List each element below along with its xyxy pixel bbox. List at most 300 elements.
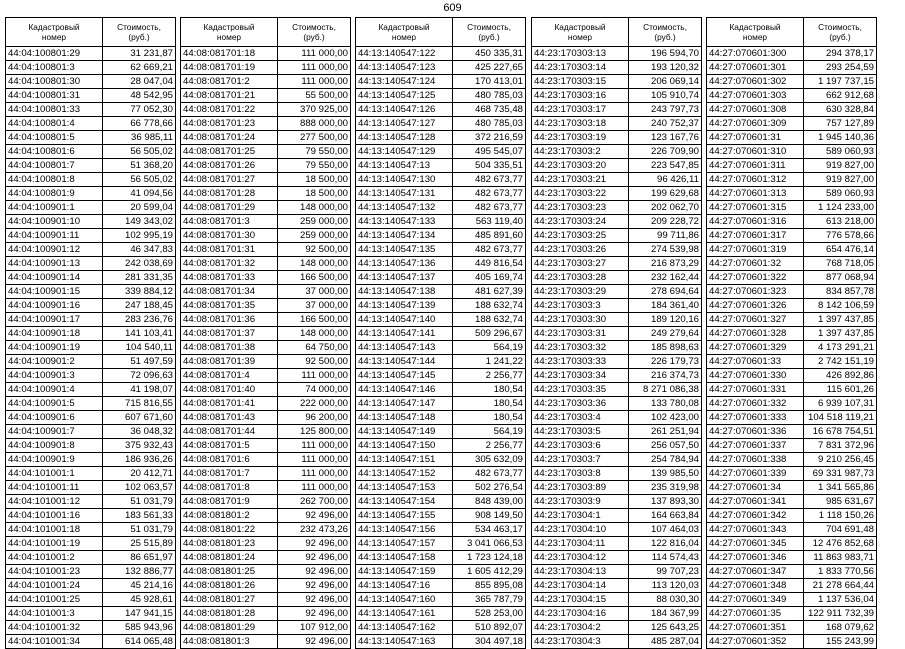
page-number: 609 — [443, 2, 462, 14]
cadastral-number-cell: 44:23:170303:2 — [532, 145, 629, 159]
cost-cell: 1 945 140,36 — [804, 131, 877, 145]
cadastral-number-cell: 44:27:070601:337 — [707, 439, 804, 453]
cost-cell: 2 742 151,19 — [804, 355, 877, 369]
table-row — [532, 61, 702, 75]
cadastral-number-header — [181, 18, 278, 47]
cost-cell: 654 476,14 — [804, 243, 877, 257]
cost-cell: 1 197 737,15 — [804, 75, 877, 89]
cadastral-number-cell: 44:04:100901:19 — [6, 341, 103, 355]
cadastral-number-cell: 44:27:070601:332 — [707, 397, 804, 411]
cadastral-number-cell: 44:27:070601:333 — [707, 411, 804, 425]
table-row — [356, 327, 526, 341]
table-row — [532, 453, 702, 467]
table-row — [707, 635, 877, 649]
cadastral-number-cell: 44:27:070601:301 — [707, 61, 804, 75]
table-row — [6, 201, 176, 215]
cost-cell: 45 928,61 — [103, 593, 176, 607]
table-row — [356, 411, 526, 425]
cost-cell: 41 198,07 — [103, 383, 176, 397]
table-row — [356, 509, 526, 523]
table-row — [6, 103, 176, 117]
cost-cell: 254 784,94 — [629, 453, 702, 467]
cost-cell: 563 119,40 — [453, 215, 526, 229]
cost-cell: 180,54 — [453, 411, 526, 425]
cadastral-number-cell: 44:23:170303:19 — [532, 131, 629, 145]
cadastral-number-cell: 44:08:081701:27 — [181, 173, 278, 187]
cost-cell: 232 162,44 — [629, 271, 702, 285]
cost-cell: 613 218,00 — [804, 215, 877, 229]
cost-cell: 2 256,77 — [453, 439, 526, 453]
cost-cell: 92 496,00 — [278, 565, 351, 579]
cadastral-number-cell: 44:23:170304:14 — [532, 579, 629, 593]
cost-cell: 125 800,00 — [278, 425, 351, 439]
cost-cell: 534 463,17 — [453, 523, 526, 537]
cost-cell: 77 052,30 — [103, 103, 176, 117]
cadastral-number-cell: 44:23:170303:26 — [532, 243, 629, 257]
cost-cell: 585 943,96 — [103, 621, 176, 635]
cadastral-number-cell: 44:08:081701:6 — [181, 453, 278, 467]
cadastral-number-cell: 44:27:070601:300 — [707, 47, 804, 61]
header-line: Стоимость, — [292, 22, 336, 32]
cost-table-1 — [5, 17, 176, 649]
cost-cell: 111 000,00 — [278, 369, 351, 383]
table-row — [6, 621, 176, 635]
cost-cell: 16 678 754,51 — [804, 425, 877, 439]
cost-cell: 139 985,50 — [629, 467, 702, 481]
cost-table-2 — [180, 17, 351, 649]
cost-cell: 504 335,51 — [453, 159, 526, 173]
table-row — [356, 285, 526, 299]
table-row — [6, 439, 176, 453]
cost-table-5 — [706, 17, 877, 649]
cost-cell: 589 060,93 — [804, 187, 877, 201]
table-row — [181, 355, 351, 369]
cadastral-number-cell: 44:27:070601:347 — [707, 565, 804, 579]
cadastral-number-cell: 44:27:070601:302 — [707, 75, 804, 89]
cadastral-number-cell: 44:23:170303:17 — [532, 103, 629, 117]
cost-cell: 3 041 066,53 — [453, 537, 526, 551]
cost-cell: 132 886,77 — [103, 565, 176, 579]
cadastral-number-cell: 44:27:070601:33 — [707, 355, 804, 369]
cost-cell: 111 000,00 — [278, 75, 351, 89]
cadastral-number-cell: 44:23:170304:3 — [532, 635, 629, 649]
cost-cell: 11 863 983,71 — [804, 551, 877, 565]
cadastral-number-cell: 44:27:070601:346 — [707, 551, 804, 565]
table-row — [707, 537, 877, 551]
cadastral-number-cell: 44:13:140547:159 — [356, 565, 453, 579]
cadastral-number-cell: 44:13:140547:127 — [356, 117, 453, 131]
cadastral-number-cell: 44:13:140547:144 — [356, 355, 453, 369]
cadastral-number-cell: 44:08:081701:36 — [181, 313, 278, 327]
cadastral-number-cell: 44:04:100901:8 — [6, 439, 103, 453]
cost-cell: 216 374,73 — [629, 369, 702, 383]
cadastral-number-cell: 44:27:070601:317 — [707, 229, 804, 243]
cost-cell: 99 707,23 — [629, 565, 702, 579]
table-row — [707, 299, 877, 313]
cadastral-number-cell: 44:08:081801:3 — [181, 635, 278, 649]
cost-cell: 193 120,32 — [629, 61, 702, 75]
cadastral-number-cell: 44:08:081701:38 — [181, 341, 278, 355]
table-row — [181, 61, 351, 75]
cadastral-number-cell: 44:23:170303:24 — [532, 215, 629, 229]
cadastral-number-cell: 44:08:081801:28 — [181, 607, 278, 621]
cadastral-number-cell: 44:04:100901:18 — [6, 327, 103, 341]
cadastral-number-cell: 44:27:070601:326 — [707, 299, 804, 313]
cost-cell: 46 347,83 — [103, 243, 176, 257]
cost-cell: 8 142 106,59 — [804, 299, 877, 313]
table-row — [181, 551, 351, 565]
cadastral-number-cell: 44:04:100901:11 — [6, 229, 103, 243]
cost-cell: 283 236,76 — [103, 313, 176, 327]
table-row — [356, 341, 526, 355]
table-row — [532, 75, 702, 89]
table-row — [356, 453, 526, 467]
cost-cell: 92 496,00 — [278, 509, 351, 523]
table-row — [181, 481, 351, 495]
table-row — [707, 201, 877, 215]
cadastral-number-cell: 44:27:070601:316 — [707, 215, 804, 229]
cadastral-number-cell: 44:13:140547:145 — [356, 369, 453, 383]
cadastral-number-cell: 44:13:140547:13 — [356, 159, 453, 173]
cadastral-number-cell: 44:08:081701:28 — [181, 187, 278, 201]
cost-cell: 51 031,79 — [103, 495, 176, 509]
cadastral-number-cell: 44:27:070601:31 — [707, 131, 804, 145]
table-row — [181, 243, 351, 257]
cost-cell: 113 120,03 — [629, 579, 702, 593]
cost-cell: 147 941,15 — [103, 607, 176, 621]
cadastral-number-cell: 44:23:170303:5 — [532, 425, 629, 439]
table-row — [181, 103, 351, 117]
cadastral-number-cell: 44:08:081701:4 — [181, 369, 278, 383]
cadastral-number-cell: 44:08:081701:24 — [181, 131, 278, 145]
table-row — [532, 551, 702, 565]
table-row — [6, 537, 176, 551]
cost-cell: 405 169,74 — [453, 271, 526, 285]
table-row — [356, 467, 526, 481]
cost-cell: 482 673,77 — [453, 187, 526, 201]
table-row — [6, 173, 176, 187]
cost-cell: 9 210 256,45 — [804, 453, 877, 467]
cost-cell: 589 060,93 — [804, 145, 877, 159]
table-row — [356, 299, 526, 313]
cost-cell: 148 000,00 — [278, 257, 351, 271]
table-row — [532, 593, 702, 607]
cadastral-number-cell: 44:13:140547:133 — [356, 215, 453, 229]
table-row — [356, 593, 526, 607]
table-row — [6, 355, 176, 369]
cadastral-number-cell: 44:13:140547:146 — [356, 383, 453, 397]
cadastral-number-cell: 44:04:100901:15 — [6, 285, 103, 299]
header-line: (руб.) — [654, 32, 676, 42]
cadastral-number-cell: 44:04:100801:7 — [6, 159, 103, 173]
cost-cell: 202 062,70 — [629, 201, 702, 215]
table-row — [6, 383, 176, 397]
cadastral-number-cell: 44:27:070601:309 — [707, 117, 804, 131]
table-row — [707, 131, 877, 145]
table-row — [181, 411, 351, 425]
cadastral-number-cell: 44:08:081701:33 — [181, 271, 278, 285]
table-row — [356, 551, 526, 565]
table-row — [181, 257, 351, 271]
table-row — [6, 299, 176, 313]
table-row — [707, 271, 877, 285]
cadastral-number-cell: 44:13:140547:123 — [356, 61, 453, 75]
table-row — [6, 369, 176, 383]
cadastral-number-cell: 44:13:140547:129 — [356, 145, 453, 159]
table-row — [532, 271, 702, 285]
table-row — [707, 523, 877, 537]
cadastral-number-cell: 44:04:101001:32 — [6, 621, 103, 635]
table-row — [181, 201, 351, 215]
cadastral-number-cell: 44:13:140547:138 — [356, 285, 453, 299]
cadastral-number-cell: 44:23:170303:28 — [532, 271, 629, 285]
cadastral-number-cell: 44:04:100801:5 — [6, 131, 103, 145]
cadastral-number-cell: 44:04:100801:9 — [6, 187, 103, 201]
cost-cell: 485 287,04 — [629, 635, 702, 649]
cost-cell: 1 397 437,85 — [804, 313, 877, 327]
table-row — [532, 327, 702, 341]
cost-cell: 4 173 291,21 — [804, 341, 877, 355]
table-row — [181, 117, 351, 131]
table-row — [356, 257, 526, 271]
table-row — [181, 145, 351, 159]
cost-cell: 25 515,89 — [103, 537, 176, 551]
table-row — [181, 537, 351, 551]
table-row — [532, 341, 702, 355]
cadastral-number-cell: 44:27:070601:308 — [707, 103, 804, 117]
table-row — [356, 229, 526, 243]
cost-cell: 55 500,00 — [278, 89, 351, 103]
cost-cell: 261 251,94 — [629, 425, 702, 439]
cost-cell: 107 912,00 — [278, 621, 351, 635]
cadastral-number-cell: 44:13:140547:134 — [356, 229, 453, 243]
cost-cell: 164 663,84 — [629, 509, 702, 523]
cadastral-number-cell: 44:23:170303:13 — [532, 47, 629, 61]
table-row — [707, 75, 877, 89]
cost-cell: 8 271 086,38 — [629, 383, 702, 397]
table-row — [532, 355, 702, 369]
cadastral-number-cell: 44:13:140547:124 — [356, 75, 453, 89]
cost-cell: 180,54 — [453, 383, 526, 397]
cost-cell: 45 214,16 — [103, 579, 176, 593]
cadastral-number-cell: 44:04:100901:13 — [6, 257, 103, 271]
cost-cell: 180,54 — [453, 397, 526, 411]
cadastral-number-cell: 44:04:100801:8 — [6, 173, 103, 187]
cadastral-number-cell: 44:08:081701:30 — [181, 229, 278, 243]
table-row — [181, 579, 351, 593]
cost-cell: 79 550,00 — [278, 159, 351, 173]
cost-cell: 226 709,90 — [629, 145, 702, 159]
table-header-row — [707, 18, 877, 47]
table-row — [707, 229, 877, 243]
cost-cell: 170 413,01 — [453, 75, 526, 89]
table-row — [356, 579, 526, 593]
cost-cell: 426 892,86 — [804, 369, 877, 383]
cadastral-number-cell: 44:04:101001:2 — [6, 551, 103, 565]
cadastral-number-cell: 44:23:170303:35 — [532, 383, 629, 397]
table-row — [707, 579, 877, 593]
cost-cell: 92 500,00 — [278, 243, 351, 257]
cost-cell: 111 000,00 — [278, 61, 351, 75]
cost-cell: 104 518 119,21 — [804, 411, 877, 425]
table-header-row — [6, 18, 176, 47]
cost-header — [629, 18, 702, 47]
header-line: Кадастровый — [554, 22, 606, 32]
table-row — [707, 509, 877, 523]
table-row — [532, 47, 702, 61]
cost-cell: 482 673,77 — [453, 467, 526, 481]
cadastral-number-cell: 44:27:070601:339 — [707, 467, 804, 481]
cost-header — [103, 18, 176, 47]
cost-cell: 51 497,59 — [103, 355, 176, 369]
table-row — [707, 103, 877, 117]
table-row — [707, 327, 877, 341]
cost-cell: 662 912,68 — [804, 89, 877, 103]
cost-cell: 149 343,02 — [103, 215, 176, 229]
cadastral-number-cell: 44:13:140547:16 — [356, 579, 453, 593]
cost-header — [453, 18, 526, 47]
cost-cell: 28 047,04 — [103, 75, 176, 89]
cost-cell: 184 367,99 — [629, 607, 702, 621]
cadastral-number-cell: 44:08:081701:40 — [181, 383, 278, 397]
cadastral-number-cell: 44:23:170303:36 — [532, 397, 629, 411]
header-line: Стоимость, — [467, 22, 511, 32]
cadastral-number-cell: 44:27:070601:35 — [707, 607, 804, 621]
cadastral-number-cell: 44:08:081701:5 — [181, 439, 278, 453]
cadastral-number-cell: 44:27:070601:323 — [707, 285, 804, 299]
cadastral-number-cell: 44:08:081701:19 — [181, 61, 278, 75]
table-row — [6, 453, 176, 467]
table-row — [181, 89, 351, 103]
cost-cell: 36 048,32 — [103, 425, 176, 439]
cadastral-number-cell: 44:23:170303:31 — [532, 327, 629, 341]
cost-cell: 96 426,11 — [629, 173, 702, 187]
cost-cell: 122 911 732,39 — [804, 607, 877, 621]
table-row — [532, 89, 702, 103]
table-row — [707, 607, 877, 621]
table-row — [532, 215, 702, 229]
cadastral-number-cell: 44:13:140547:160 — [356, 593, 453, 607]
cadastral-number-cell: 44:13:140547:162 — [356, 621, 453, 635]
table-row — [532, 243, 702, 257]
cost-cell: 92 496,00 — [278, 593, 351, 607]
table-row — [356, 565, 526, 579]
table-row — [532, 131, 702, 145]
cost-header — [804, 18, 877, 47]
table-row — [707, 439, 877, 453]
table-row — [6, 635, 176, 649]
cadastral-number-cell: 44:04:101001:19 — [6, 537, 103, 551]
table-row — [356, 61, 526, 75]
table-row — [6, 327, 176, 341]
cost-cell: 111 000,00 — [278, 481, 351, 495]
cost-cell: 249 279,64 — [629, 327, 702, 341]
table-row — [532, 411, 702, 425]
header-line: номер — [742, 32, 768, 42]
table-row — [6, 495, 176, 509]
header-line: Кадастровый — [378, 22, 430, 32]
cadastral-number-cell: 44:27:070601:343 — [707, 523, 804, 537]
table-row — [707, 313, 877, 327]
cost-cell: 137 893,30 — [629, 495, 702, 509]
table-row — [6, 131, 176, 145]
cadastral-number-cell: 44:04:100901:5 — [6, 397, 103, 411]
cost-cell: 485 891,60 — [453, 229, 526, 243]
cadastral-number-cell: 44:23:170303:89 — [532, 481, 629, 495]
table-row — [181, 523, 351, 537]
table-row — [532, 439, 702, 453]
cost-cell: 188 632,74 — [453, 313, 526, 327]
cost-cell: 1 723 124,18 — [453, 551, 526, 565]
table-row — [356, 201, 526, 215]
cadastral-number-cell: 44:04:101001:25 — [6, 593, 103, 607]
table-row — [6, 397, 176, 411]
cost-table-3 — [355, 17, 526, 649]
cadastral-number-cell: 44:27:070601:331 — [707, 383, 804, 397]
cadastral-number-cell: 44:27:070601:328 — [707, 327, 804, 341]
cost-cell: 510 892,07 — [453, 621, 526, 635]
cadastral-number-cell: 44:08:081701:21 — [181, 89, 278, 103]
table-row — [356, 439, 526, 453]
cadastral-number-cell: 44:23:170303:27 — [532, 257, 629, 271]
cost-cell: 305 632,09 — [453, 453, 526, 467]
cost-cell: 37 000,00 — [278, 285, 351, 299]
table-row — [532, 565, 702, 579]
cost-cell: 564,19 — [453, 341, 526, 355]
cadastral-number-cell: 44:23:170303:32 — [532, 341, 629, 355]
cadastral-number-cell: 44:27:070601:338 — [707, 453, 804, 467]
cost-cell: 1 124 233,00 — [804, 201, 877, 215]
table-row — [6, 243, 176, 257]
cadastral-number-cell: 44:08:081801:2 — [181, 509, 278, 523]
cadastral-number-cell: 44:04:100901:2 — [6, 355, 103, 369]
cost-cell: 757 127,89 — [804, 117, 877, 131]
header-line: Стоимость, — [643, 22, 687, 32]
cost-cell: 66 778,66 — [103, 117, 176, 131]
cadastral-number-cell: 44:04:101001:12 — [6, 495, 103, 509]
cadastral-number-cell: 44:08:081701:8 — [181, 481, 278, 495]
table-row — [6, 523, 176, 537]
table-row — [532, 369, 702, 383]
cost-cell: 92 496,00 — [278, 537, 351, 551]
cost-cell: 102 423,00 — [629, 411, 702, 425]
header-line: (руб.) — [829, 32, 851, 42]
table-row — [532, 117, 702, 131]
cost-cell: 468 735,48 — [453, 103, 526, 117]
cost-cell: 56 505,02 — [103, 173, 176, 187]
table-row — [356, 47, 526, 61]
cadastral-number-cell: 44:08:081701:32 — [181, 257, 278, 271]
cadastral-number-cell: 44:08:081701:26 — [181, 159, 278, 173]
table-row — [6, 425, 176, 439]
cadastral-number-cell: 44:23:170303:18 — [532, 117, 629, 131]
table-row — [707, 215, 877, 229]
table-row — [356, 75, 526, 89]
cost-cell: 482 673,77 — [453, 201, 526, 215]
cost-cell: 294 378,17 — [804, 47, 877, 61]
cost-cell: 240 752,37 — [629, 117, 702, 131]
cadastral-number-cell: 44:23:170303:4 — [532, 411, 629, 425]
table-row — [532, 523, 702, 537]
cost-cell: 72 096,63 — [103, 369, 176, 383]
cadastral-number-cell: 44:08:081701:39 — [181, 355, 278, 369]
cadastral-number-cell: 44:23:170304:16 — [532, 607, 629, 621]
cost-cell: 155 243,99 — [804, 635, 877, 649]
cadastral-number-cell: 44:13:140547:131 — [356, 187, 453, 201]
cost-cell: 480 785,03 — [453, 89, 526, 103]
cadastral-number-cell: 44:04:100901:6 — [6, 411, 103, 425]
table-row — [356, 355, 526, 369]
